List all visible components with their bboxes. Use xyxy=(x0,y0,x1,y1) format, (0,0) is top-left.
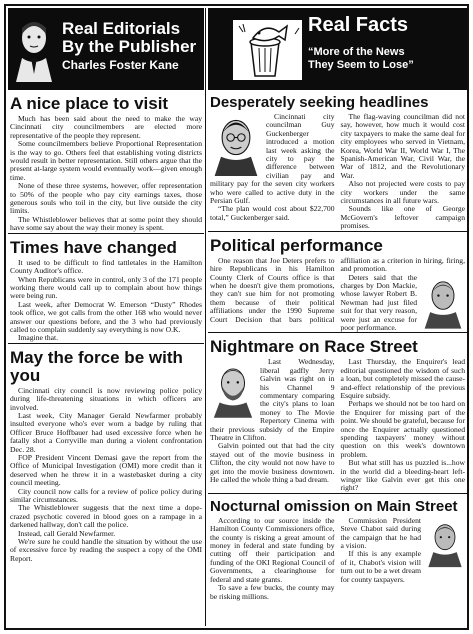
article-paragraph: Much has been said about the need to make the way Cincinnati city councilmembers are elected more representative of the people they represent. xyxy=(10,114,202,140)
editorials-title-line2: By the Publisher xyxy=(62,37,197,56)
article-body xyxy=(210,358,465,493)
article-body xyxy=(210,517,465,601)
article-paragraph: FOP President Vincent Demasi gave the report from the Office of Municipal Investigation (OMI) more credit than it deserved when he threw it in a wastebasket during a city council meeting. xyxy=(10,453,202,488)
article-paragraph: Commission President Steve Chabot said during the campaign that he had a vision. xyxy=(340,515,421,551)
article-body xyxy=(210,257,465,333)
facts-column xyxy=(208,8,467,626)
article-paragraph: Some councilmembers believe Proportional Representation is the way to go. Others feel that establishing voting districts would result in better representation. Still others argue that the present at-large system would eventually work—given enough time. xyxy=(10,139,202,182)
article-paragraph: But what still has us puzzled is...how in the world did a bleeding-heart left-winger like Galvin ever get this one right? xyxy=(340,458,465,493)
article-paragraph: We're sure he could handle the situation by without the use of excessive force by reading the suspect a copy of the OMI Report. xyxy=(10,537,202,563)
article-paragraph: Sounds like one of George McGovern's leftover campaign promises. xyxy=(340,204,465,231)
article-paragraph: The flag-waving councilman did not say, however, how much it would cost city taxpayers to make the same deal for city employees who served in Vietnam, Korea, World War II, World War I, The Spanish-American War, Civil War, the War of 1812, and the Revolutionary War. xyxy=(340,112,465,180)
article-paragraph: Perhaps we should not be too hard on the Enquirer for missing part of the point. We should be grateful, because for once the Enquirer actually questioned spending taxpayers' money without question on this week's downtown problem. xyxy=(340,399,466,459)
newspaper-page xyxy=(4,4,469,630)
article-headline: A nice place to visit xyxy=(10,94,169,113)
man-glasses-portrait-icon xyxy=(210,114,262,176)
article-paragraph: To save a few bucks, the county may be risking millions. xyxy=(210,583,335,601)
editorials-banner xyxy=(8,8,204,90)
article-paragraph: City council now calls for a review of police policy during similar circumstances. xyxy=(10,486,202,505)
article-political-performance xyxy=(208,231,467,333)
facts-banner xyxy=(208,8,467,90)
article-body xyxy=(210,113,465,231)
article-headline: May the force be with you xyxy=(10,347,183,385)
article-paragraph: None of these three systems, however, offer representation to 50% of the people who pay city earnings taxes, those generous souls who toil in the city, but live outside the city limits. xyxy=(10,181,202,216)
article-body xyxy=(10,259,202,343)
article-paragraph: Cincinnati city council is now reviewing police policy during life-threatening situations in which officers are involved. xyxy=(10,385,202,412)
article-paragraph: The Whistleblower suggests that the next time a dope-crazed psychotic covered in blood goes on a rampage in a darkened hallway, don't call the police. xyxy=(10,503,202,530)
article-paragraph: “The plan would cost about $22,700 total,” Guckenberger said. xyxy=(210,204,335,222)
editorials-column xyxy=(8,8,204,626)
mackie-portrait-icon xyxy=(421,275,465,329)
article-paragraph: According to our source inside the Hamilton County Commissioners office, the county is risking a great amount of money in federal and state funding by cutting off their participation and funding of the OKI Regional Council of Governments, a clearinghouse for federal and state grants. xyxy=(210,515,335,584)
bearded-man-portrait-icon xyxy=(210,359,256,421)
column-divider xyxy=(205,8,206,626)
facts-title: Real Facts xyxy=(308,14,409,36)
article-paragraph: When Republicans were in control, only 3 of the 171 people working there would call up to complain about how things were being run. xyxy=(10,274,202,301)
article-paragraph: Deters said that the charges by Don Mackie, whose lawyer Robert B. Newman had just filed suit for that very reason, were just an excuse for poor performance. xyxy=(340,272,417,332)
article-force xyxy=(8,343,204,564)
article-paragraph: Also not projected were costs to pay city workers under the same circumstances in all future wars. xyxy=(340,179,465,206)
article-seeking-headlines xyxy=(208,95,467,231)
publisher-name: Charles Foster Kane xyxy=(62,58,179,72)
article-headline: Desperately seeking headlines xyxy=(210,94,429,111)
editorials-title xyxy=(62,20,196,56)
article-headline: Political performance xyxy=(210,235,383,255)
article-headline: Nightmare on Race Street xyxy=(210,337,418,357)
article-paragraph: One reason that Joe Deters prefers to hire Republicans in his Hamilton County Clerk of Courts office is that when he doesn't give them promotions, they can't sue him for not promoting them because of their political affiliations under the 1990 Supreme Court Decision that bars political affiliation as a criterion in hiring, firing, and promotion. xyxy=(210,255,465,324)
article-paragraph: If this is any example of it, Chabot's vision will turn out to be a wet dream for county taxpayers. xyxy=(340,549,421,584)
article-nocturnal xyxy=(208,493,467,601)
article-paragraph: Last Thursday, the Enquirer's lead editorial questioned the wisdom of such a loan, but completely missed the cause-and-effect relationship of the previous Esquire subsidy. xyxy=(340,357,465,400)
article-nice-place xyxy=(8,95,204,233)
chabot-portrait-icon xyxy=(425,518,465,568)
article-paragraph: The Whistleblower believes that at some point they should have some say about the way their money is spent. xyxy=(10,214,202,233)
facts-subtitle-line2: They Seem to Lose” xyxy=(308,59,414,71)
publisher-portrait-icon xyxy=(14,16,54,82)
article-paragraph: Cincinnati city councilman Guy Guckenberger introduced a motion last week asking the city to pay the difference between civilian pay and military pay for the seven city workers who were called to active duty in the Persian Gulf. xyxy=(210,112,335,206)
article-paragraph: Imagine that. xyxy=(18,333,59,343)
article-headline: Nocturnal omission on Main Street xyxy=(210,497,458,515)
cartoon-fish-trash-can-icon xyxy=(214,12,302,84)
article-headline: Times have changed xyxy=(10,237,177,257)
facts-subtitle-line1: “More of the News xyxy=(308,46,405,58)
article-paragraph: It used to be difficult to find tattletales in the Hamilton County Auditor's office. xyxy=(10,257,202,276)
article-paragraph: Last week, City Manager Gerald Newfarmer probably insulted everyone who's ever worn a badge by ruling that Officer Bruce Hoffbauer had used excessive force when he fatally shot a Corryville man during a violent confrontation Dec. 28. xyxy=(10,410,202,454)
facts-subtitle xyxy=(308,46,414,72)
article-body xyxy=(10,115,202,233)
editorials-title-line1: Real Editorials xyxy=(62,19,181,38)
article-paragraph: Instead, call Gerald Newfarmer. xyxy=(18,528,116,538)
article-nightmare xyxy=(208,332,467,493)
article-times-changed xyxy=(8,233,204,343)
article-paragraph: Last week, after Democrat W. Emerson “Dusty” Rhodes took office, we got calls from the other 168 who would never answer our questions before, and the 3 who had previously called to complain suddenly say everything is now O.K. xyxy=(10,299,202,334)
article-paragraph: Last Wednesday, liberal gadfly Jerry Galvin was right on in his Channel 9 commentary comparing the city's plans to loan money to The Movie Repertory Cinema with their previous subsidy of the Empire Theatre in Clifton. xyxy=(210,357,335,442)
article-paragraph: Galvin pointed out that had the city stayed out of the movie business in Clifton, the city would not now have to get into the movie business downtown. He called the whole thing a bad dream. xyxy=(210,441,335,485)
article-body xyxy=(10,387,202,564)
